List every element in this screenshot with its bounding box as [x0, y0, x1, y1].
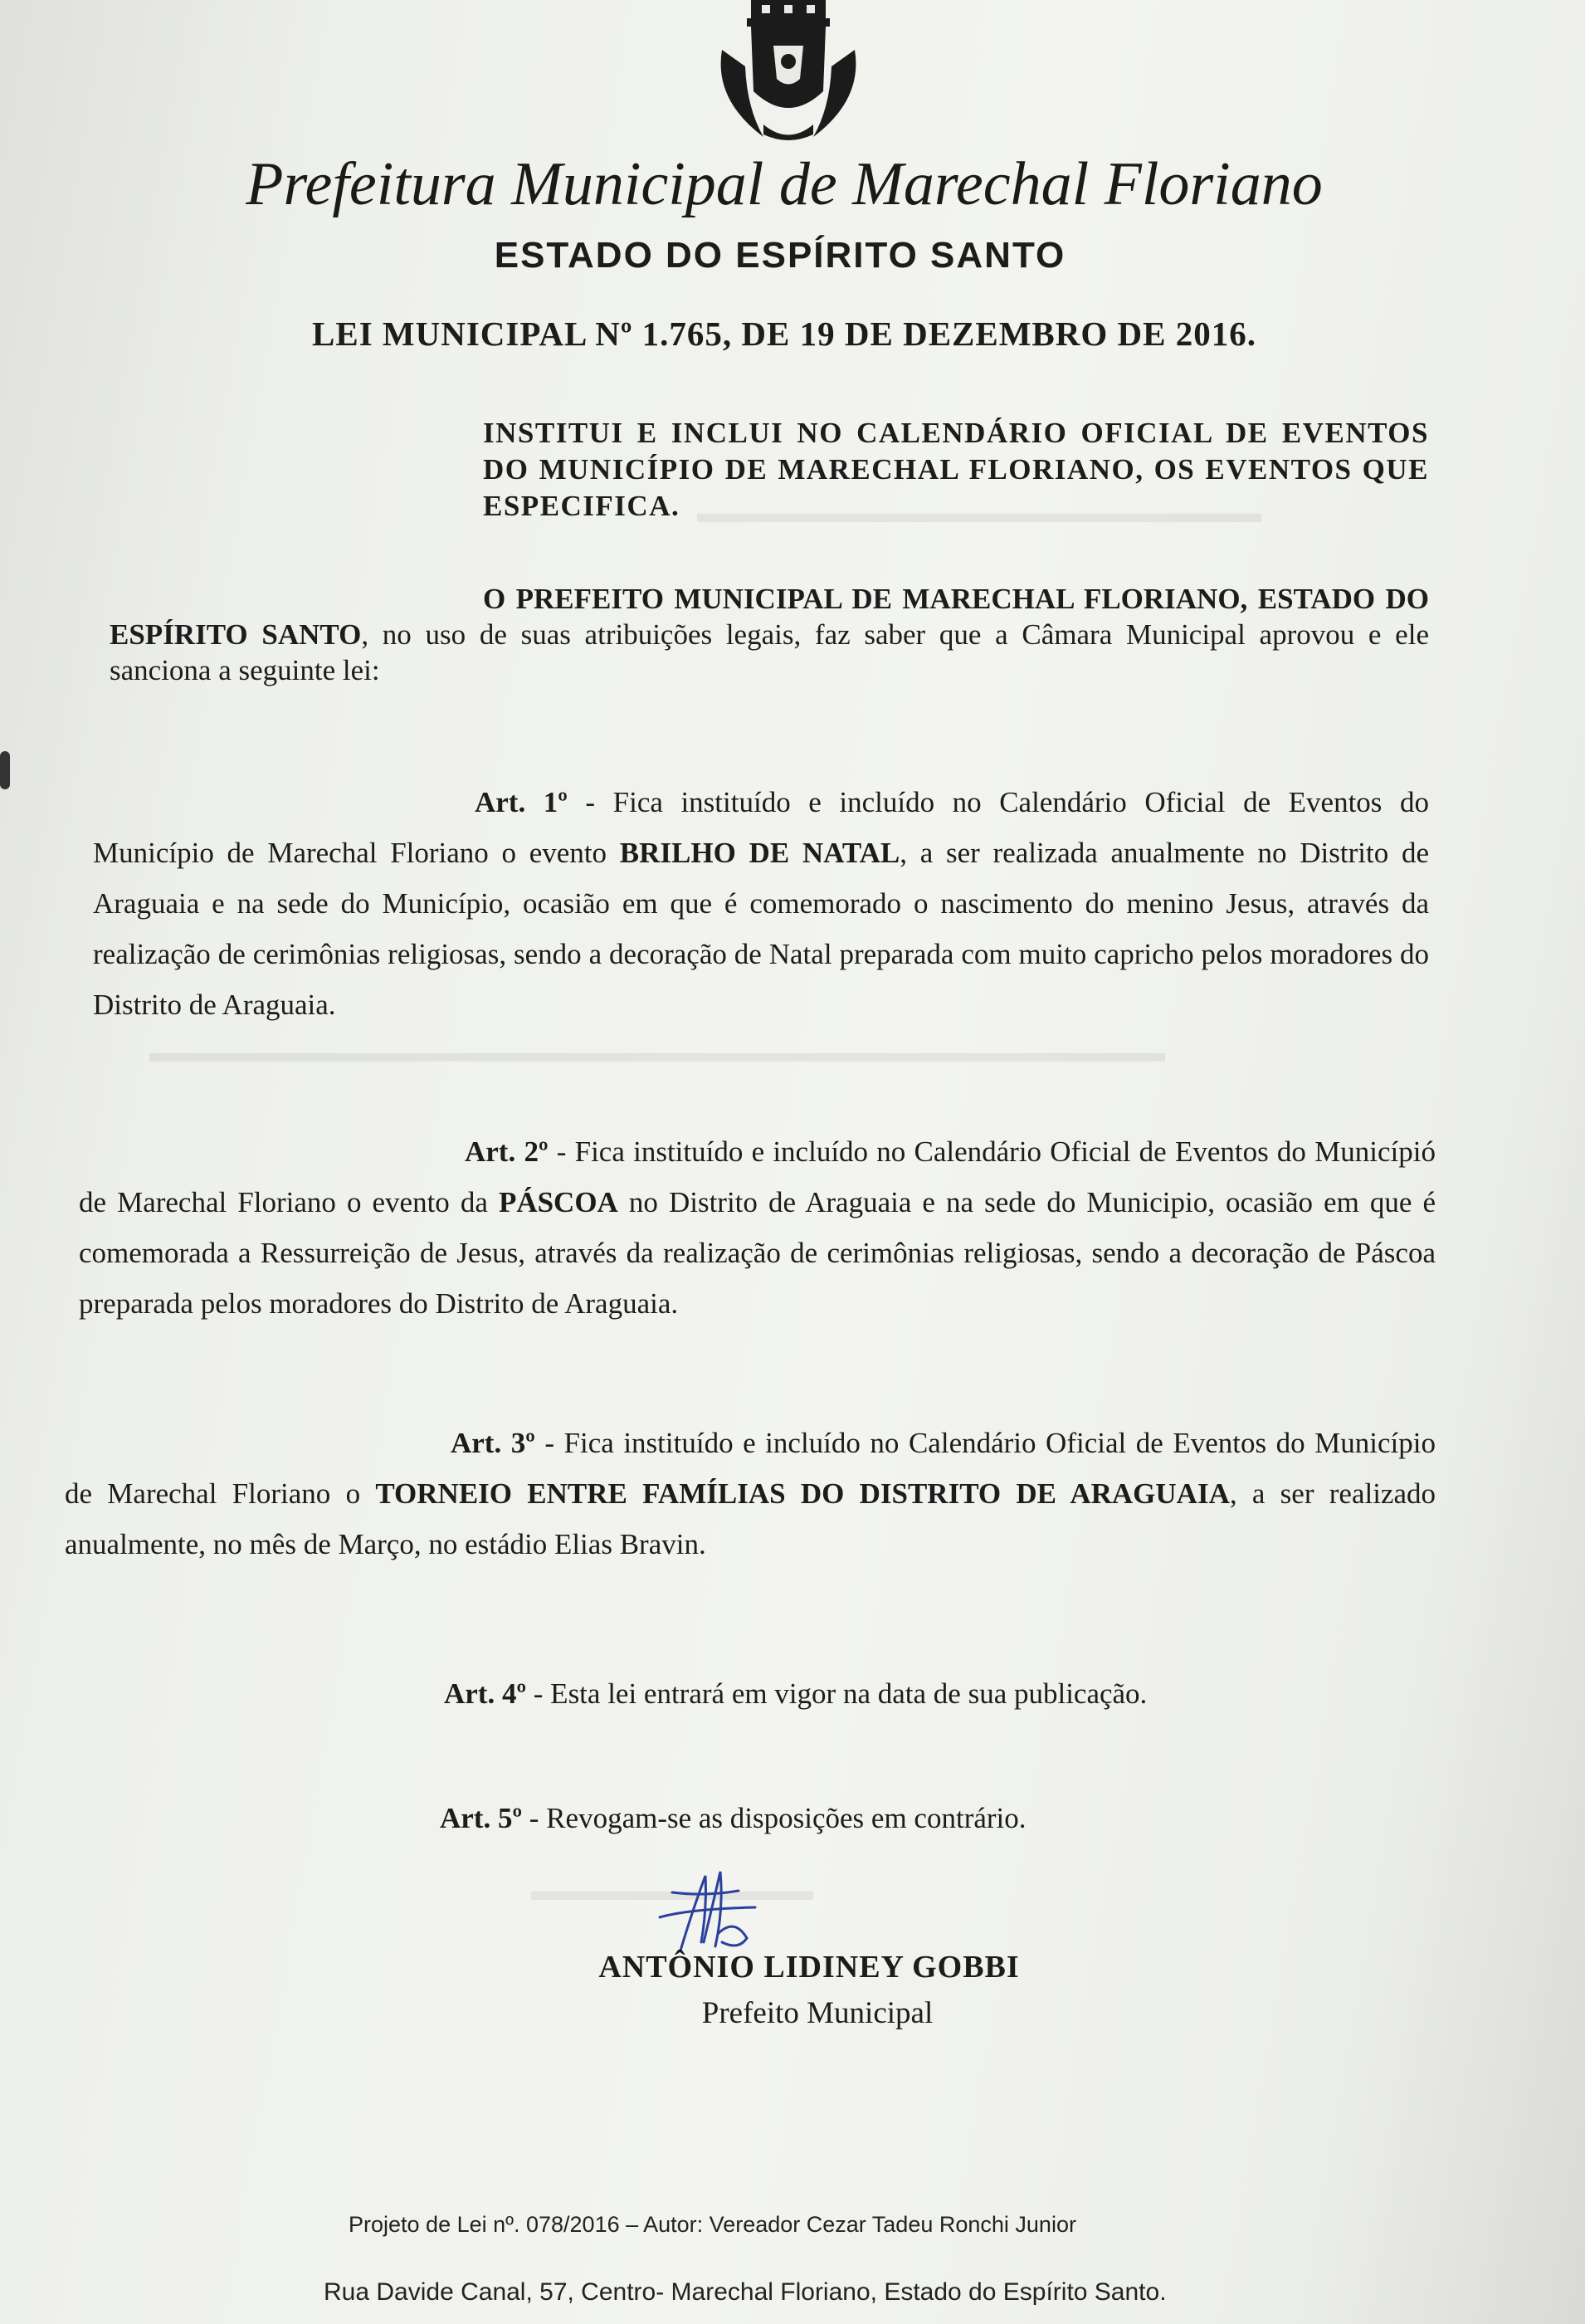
article-4	[444, 1668, 1440, 1719]
footer-address: Rua Davide Canal, 57, Centro- Marechal Floriano, Estado do Espírito Santo.	[324, 2278, 1167, 2306]
article-2-text-cont: no Distrito de Araguaia e na sede do Municipio, ocasião em que é comemorada a Ressurreição de Jesus, através da realização de cerimônias religiosas, sendo a decoração de Páscoa preparada pelos moradores do Distrito de Araguaia.	[79, 1186, 1436, 1320]
state-name: ESTADO DO ESPÍRITO SANTO	[494, 235, 1066, 276]
article-1-text: - Fica instituído e incluído no Calendário Oficial de Eventos do Município de Marechal Floriano o evento	[93, 786, 1429, 869]
event-name-torneio: TORNEIO ENTRE FAMÍLIAS DO DISTRITO DE ARAGUAIA	[375, 1477, 1230, 1510]
article-4-label: Art. 4º	[444, 1677, 527, 1710]
article-1-label: Art. 1º	[475, 786, 568, 818]
article-5-label: Art. 5º	[440, 1802, 523, 1834]
article-5-text: - Revogam-se as disposições em contrário.	[522, 1802, 1027, 1834]
article-3-text: - Fica instituído e incluído no Calendário Oficial de Eventos do Município de Marechal Floriano o	[65, 1427, 1436, 1510]
event-name-pascoa: PÁSCOA	[498, 1186, 618, 1218]
preamble-text: , no uso de suas atribuições legais, faz saber que a Câmara Municipal aprovou e ele sanciona a seguinte lei:	[110, 618, 1429, 686]
bleed-through-text: ▬▬▬▬▬▬▬▬▬▬▬▬▬▬▬▬▬▬▬▬	[697, 498, 1261, 529]
article-2-label: Art. 2º	[465, 1135, 549, 1168]
article-4-text: - Esta lei entrará em vigor na data de sua publicação.	[526, 1677, 1148, 1710]
signatory-name: ANTÔNIO LIDINEY GOBBI	[598, 1950, 1020, 1985]
article-5	[440, 1793, 1436, 1843]
footer-project-info: Projeto de Lei nº. 078/2016 – Autor: Vereador Cezar Tadeu Ronchi Junior	[349, 2212, 1076, 2237]
punch-hole	[0, 751, 10, 789]
article-3-text-cont: , a ser realizado anualmente, no mês de Março, no estádio Elias Bravin.	[65, 1477, 1436, 1560]
article-1	[93, 777, 1429, 1030]
article-2	[79, 1126, 1436, 1329]
signatory-role: Prefeito Municipal	[701, 1996, 934, 2030]
article-1-text-cont: , a ser realizada anualmente no Distrito de Araguaia e na sede do Município, ocasião em que é comemorado o nascimento do menino Jesus, através da realização de cerimônias religiosas, sendo a decoração de Natal preparada com muito capricho pelos moradores do Distrito de Araguaia.	[93, 837, 1429, 1021]
law-title: LEI MUNICIPAL Nº 1.765, DE 19 DE DEZEMBRO DE 2016.	[312, 315, 1256, 353]
event-name-brilho-de-natal: BRILHO DE NATAL	[619, 837, 900, 869]
article-3	[65, 1418, 1436, 1570]
article-2-text: - Fica instituído e incluído no Calendário Oficial de Eventos do Municípió de Marechal Floriano o evento da	[79, 1135, 1436, 1218]
institution-title: Prefeitura Municipal de Marechal Floriano	[246, 150, 1323, 218]
article-3-label: Art. 3º	[451, 1427, 535, 1459]
municipal-crest-icon	[714, 0, 863, 145]
bleed-through-text: ▬▬▬▬▬▬▬▬▬▬▬▬▬▬▬▬▬▬▬▬▬▬▬▬▬▬▬▬▬▬▬▬▬▬▬▬	[149, 1038, 1165, 1068]
preamble	[110, 581, 1429, 688]
preamble-bold: O PREFEITO MUNICIPAL DE MARECHAL FLORIANO, ESTADO DO ESPÍRITO SANTO	[110, 583, 1429, 651]
bleed-through-text: ▬▬▬▬▬▬▬▬▬▬	[531, 1876, 813, 1907]
law-summary: INSTITUI E INCLUI NO CALENDÁRIO OFICIAL DE EVENTOS DO MUNICÍPIO DE MARECHAL FLORIANO, OS EVENTOS QUE ESPECIFICA.	[483, 417, 1429, 522]
